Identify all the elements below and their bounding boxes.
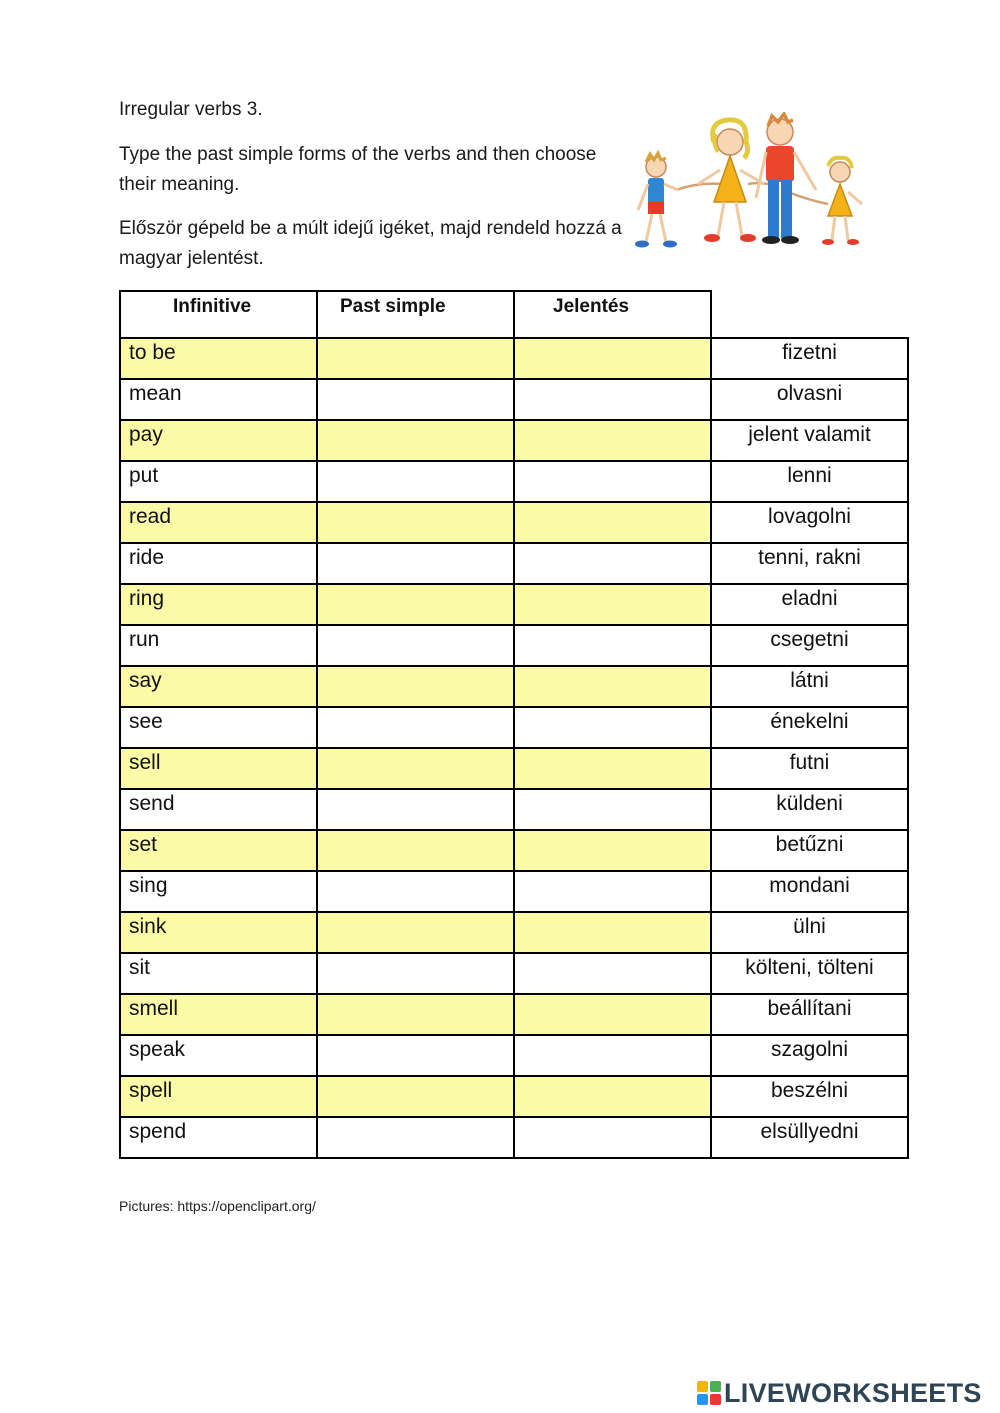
meaning-option[interactable]: elsüllyedni bbox=[711, 1117, 908, 1158]
infinitive-cell: sink bbox=[120, 912, 317, 953]
table-row bbox=[120, 338, 908, 379]
table-row bbox=[120, 502, 908, 543]
header-infinitive: Infinitive bbox=[120, 291, 317, 338]
infinitive-cell: speak bbox=[120, 1035, 317, 1076]
infinitive-cell: ring bbox=[120, 584, 317, 625]
past-simple-input[interactable] bbox=[317, 994, 514, 1035]
infinitive-cell: sing bbox=[120, 871, 317, 912]
meaning-dropzone[interactable] bbox=[514, 625, 711, 666]
meaning-dropzone[interactable] bbox=[514, 420, 711, 461]
past-simple-input[interactable] bbox=[317, 912, 514, 953]
meaning-dropzone[interactable] bbox=[514, 584, 711, 625]
table-row bbox=[120, 1117, 908, 1158]
meaning-option[interactable]: lenni bbox=[711, 461, 908, 502]
infinitive-cell: send bbox=[120, 789, 317, 830]
infinitive-cell: sell bbox=[120, 748, 317, 789]
infinitive-cell: mean bbox=[120, 379, 317, 420]
meaning-option[interactable]: küldeni bbox=[711, 789, 908, 830]
past-simple-input[interactable] bbox=[317, 1117, 514, 1158]
instruction-english: Type the past simple forms of the verbs and then choose their meaning. bbox=[119, 144, 597, 195]
brand-name: LIVEWORKSHEETS bbox=[724, 1377, 982, 1408]
infinitive-cell: to be bbox=[120, 338, 317, 379]
table-row bbox=[120, 994, 908, 1035]
meaning-option[interactable]: ülni bbox=[711, 912, 908, 953]
table-row bbox=[120, 379, 908, 420]
meaning-dropzone[interactable] bbox=[514, 461, 711, 502]
infinitive-cell: spend bbox=[120, 1117, 317, 1158]
meaning-option[interactable]: beszélni bbox=[711, 1076, 908, 1117]
past-simple-input[interactable] bbox=[317, 1035, 514, 1076]
meaning-dropzone[interactable] bbox=[514, 789, 711, 830]
meaning-option[interactable]: olvasni bbox=[711, 379, 908, 420]
past-simple-input[interactable] bbox=[317, 953, 514, 994]
table-row bbox=[120, 461, 908, 502]
meaning-dropzone[interactable] bbox=[514, 871, 711, 912]
past-simple-input[interactable] bbox=[317, 625, 514, 666]
meaning-dropzone[interactable] bbox=[514, 1117, 711, 1158]
table-row bbox=[120, 830, 908, 871]
meaning-option[interactable]: lovagolni bbox=[711, 502, 908, 543]
past-simple-input[interactable] bbox=[317, 379, 514, 420]
infinitive-cell: pay bbox=[120, 420, 317, 461]
infinitive-cell: say bbox=[120, 666, 317, 707]
past-simple-input[interactable] bbox=[317, 830, 514, 871]
table-row bbox=[120, 912, 908, 953]
meaning-option[interactable]: költeni, tölteni bbox=[711, 953, 908, 994]
infinitive-cell: set bbox=[120, 830, 317, 871]
table-row bbox=[120, 707, 908, 748]
past-simple-input[interactable] bbox=[317, 666, 514, 707]
family-icon bbox=[628, 112, 873, 257]
meaning-dropzone[interactable] bbox=[514, 338, 711, 379]
table-row bbox=[120, 789, 908, 830]
table-header-row bbox=[120, 291, 908, 338]
meaning-dropzone[interactable] bbox=[514, 912, 711, 953]
meaning-option[interactable]: csegetni bbox=[711, 625, 908, 666]
past-simple-input[interactable] bbox=[317, 461, 514, 502]
header-blank bbox=[711, 291, 908, 338]
past-simple-input[interactable] bbox=[317, 584, 514, 625]
meaning-option[interactable]: betűzni bbox=[711, 830, 908, 871]
meaning-option[interactable]: eladni bbox=[711, 584, 908, 625]
meaning-option[interactable]: tenni, rakni bbox=[711, 543, 908, 584]
past-simple-input[interactable] bbox=[317, 871, 514, 912]
table-row bbox=[120, 625, 908, 666]
picture-credit: Pictures: https://openclipart.org/ bbox=[119, 1198, 316, 1214]
table-row bbox=[120, 1076, 908, 1117]
header-past-simple: Past simple bbox=[317, 291, 514, 338]
infinitive-cell: run bbox=[120, 625, 317, 666]
table-row bbox=[120, 420, 908, 461]
meaning-option[interactable]: beállítani bbox=[711, 994, 908, 1035]
past-simple-input[interactable] bbox=[317, 543, 514, 584]
infinitive-cell: sit bbox=[120, 953, 317, 994]
worksheet-title: Irregular verbs 3. bbox=[119, 99, 263, 120]
past-simple-input[interactable] bbox=[317, 748, 514, 789]
past-simple-input[interactable] bbox=[317, 502, 514, 543]
logo-icon bbox=[697, 1381, 721, 1405]
meaning-dropzone[interactable] bbox=[514, 666, 711, 707]
meaning-option[interactable]: látni bbox=[711, 666, 908, 707]
header-jelentes: Jelentés bbox=[514, 291, 711, 338]
table-row bbox=[120, 748, 908, 789]
table-row bbox=[120, 543, 908, 584]
instruction-hungarian: Először gépeld be a múlt idejű igéket, majd rendeld hozzá a magyar jelentést. bbox=[119, 218, 622, 269]
meaning-dropzone[interactable] bbox=[514, 707, 711, 748]
meaning-dropzone[interactable] bbox=[514, 543, 711, 584]
table-row bbox=[120, 953, 908, 994]
meaning-option[interactable]: mondani bbox=[711, 871, 908, 912]
infinitive-cell: smell bbox=[120, 994, 317, 1035]
infinitive-cell: spell bbox=[120, 1076, 317, 1117]
meaning-dropzone[interactable] bbox=[514, 748, 711, 789]
meaning-option[interactable]: szagolni bbox=[711, 1035, 908, 1076]
table-row bbox=[120, 1035, 908, 1076]
meaning-dropzone[interactable] bbox=[514, 953, 711, 994]
past-simple-input[interactable] bbox=[317, 338, 514, 379]
meaning-dropzone[interactable] bbox=[514, 830, 711, 871]
meaning-option[interactable]: futni bbox=[711, 748, 908, 789]
meaning-option[interactable]: énekelni bbox=[711, 707, 908, 748]
meaning-dropzone[interactable] bbox=[514, 379, 711, 420]
meaning-dropzone[interactable] bbox=[514, 1076, 711, 1117]
table-row bbox=[120, 584, 908, 625]
liveworksheets-logo bbox=[697, 1378, 982, 1408]
table-row bbox=[120, 871, 908, 912]
past-simple-input[interactable] bbox=[317, 420, 514, 461]
infinitive-cell: put bbox=[120, 461, 317, 502]
infinitive-cell: see bbox=[120, 707, 317, 748]
infinitive-cell: read bbox=[120, 502, 317, 543]
past-simple-input[interactable] bbox=[317, 1076, 514, 1117]
meaning-dropzone[interactable] bbox=[514, 502, 711, 543]
verbs-table bbox=[119, 290, 909, 1159]
meaning-option[interactable]: jelent valamit bbox=[711, 420, 908, 461]
meaning-option[interactable]: fizetni bbox=[711, 338, 908, 379]
meaning-dropzone[interactable] bbox=[514, 994, 711, 1035]
past-simple-input[interactable] bbox=[317, 707, 514, 748]
infinitive-cell: ride bbox=[120, 543, 317, 584]
past-simple-input[interactable] bbox=[317, 789, 514, 830]
meaning-dropzone[interactable] bbox=[514, 1035, 711, 1076]
table-row bbox=[120, 666, 908, 707]
